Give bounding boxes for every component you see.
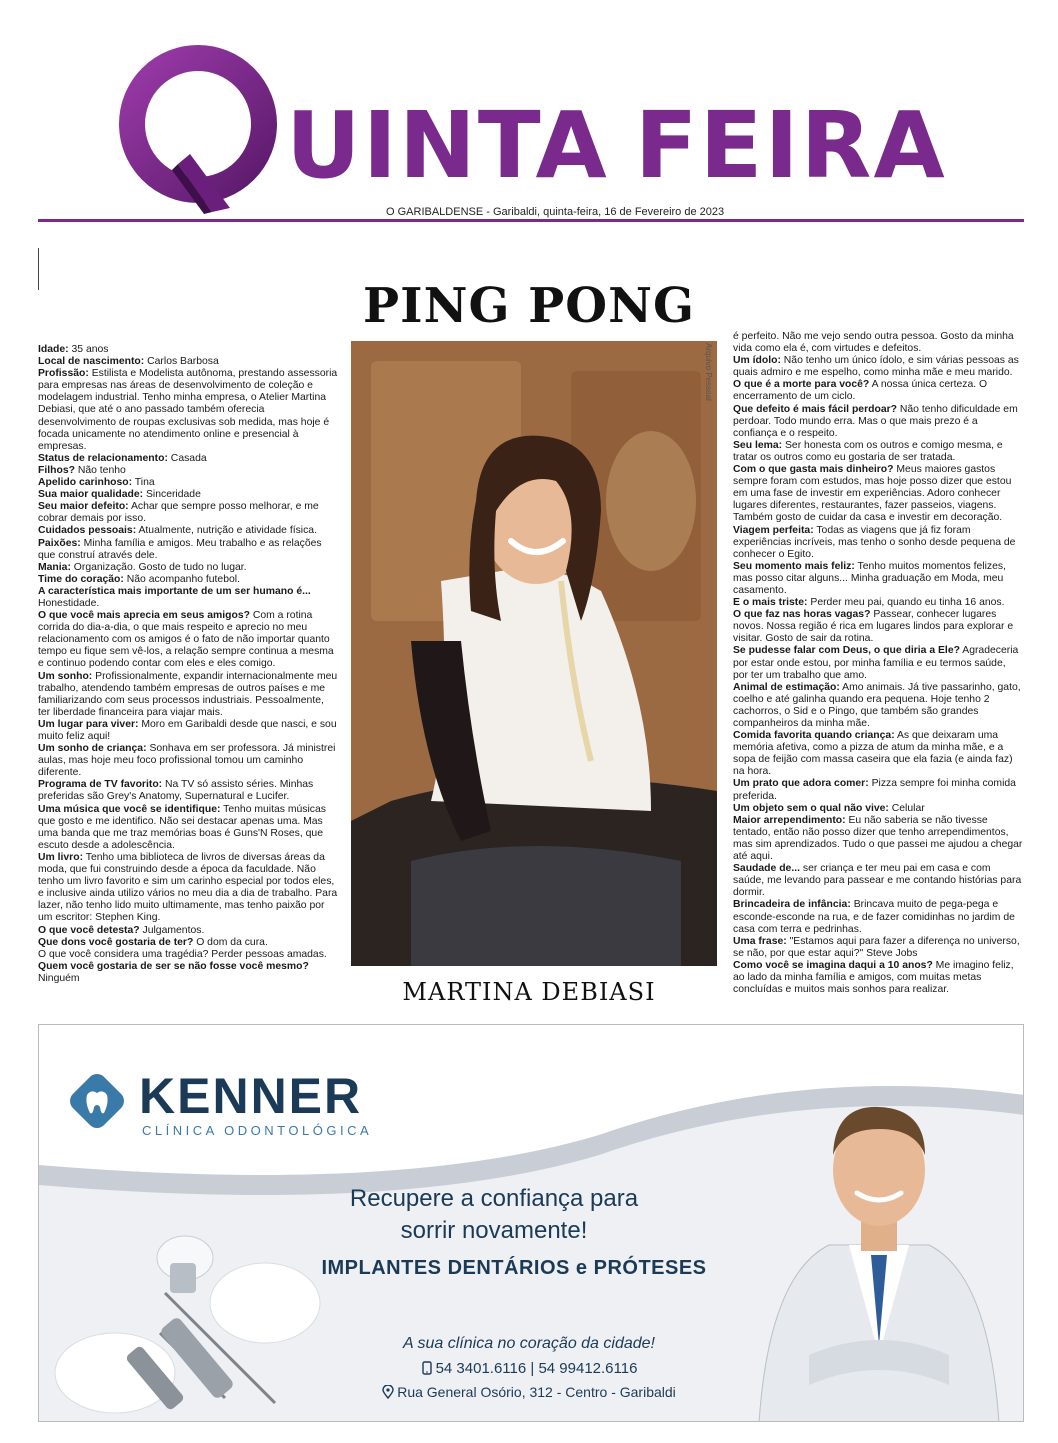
qa-label: Seu maior defeito: — [38, 501, 129, 513]
qa-text: Sonhava em ser professora. Já ministrei aulas, mas hoje meu foco profissional tomou um caminho diferente. — [38, 743, 336, 779]
ad-brand-name: KENNER — [139, 1068, 363, 1124]
tooth-logo-icon — [67, 1071, 127, 1131]
qa-label: Que defeito é mais fácil perdoar? — [733, 403, 897, 415]
qa-label: Um objeto sem o qual não vive: — [733, 802, 889, 814]
qa-entry — [38, 610, 338, 670]
qa-text: Achar que sempre posso melhorar, e me cobrar demais por isso. — [38, 501, 319, 525]
article-right-column — [733, 331, 1023, 996]
portrait-photo — [351, 341, 717, 966]
qa-entry — [733, 899, 1023, 935]
ad-headline-line1: Recupere a confiança para — [349, 1185, 639, 1212]
qa-entry — [38, 925, 338, 937]
ad-headline-line2: sorrir novamente! — [400, 1217, 588, 1244]
qa-text: Julgamentos. — [139, 924, 205, 936]
qa-text: A nossa única certeza. O encerramento de um ciclo. — [733, 379, 988, 403]
qa-label: Comida favorita quando criança: — [733, 730, 895, 742]
qa-text: Tenho muitos momentos felizes, mas posso citar alguns... Minha graduação em Moda, meu casamento. — [733, 560, 1006, 596]
qa-entry — [733, 561, 1023, 597]
masthead-title-part1: UINTA — [286, 92, 609, 199]
qa-text: 35 anos — [68, 344, 109, 355]
qa-entry — [733, 778, 1023, 802]
qa-text: Não tenho — [74, 464, 126, 476]
qa-entry — [38, 949, 338, 961]
qa-text: Meus maiores gastos sempre foram com estudos, mas hoje posso dizer que estou em uma fase de investir em experiências. Adoro conhecer lugares diferentes, restaurantes, fazer passeios, viagens. Também gosto de cuidar da casa e investir em decoração. — [733, 464, 1012, 524]
qa-label: Uma música que você se identifique: — [38, 803, 221, 815]
qa-entry — [38, 779, 338, 803]
qa-label: E o mais triste: — [733, 597, 808, 609]
qa-text: Passear, conhecer lugares novos. Nossa região é rica em lugares lindos para explorar e visitar. Gosto de sair da rotina. — [733, 609, 1014, 645]
qa-entry — [38, 538, 338, 562]
qa-text: Atualmente, nutrição e atividade física. — [136, 525, 317, 537]
qa-text: é perfeito. Não me vejo sendo outra pessoa. Gosto da minha vida como ela é, com virtudes e defeitos. — [733, 331, 1014, 355]
qa-label: O que você detesta? — [38, 924, 140, 936]
qa-text: Celular — [888, 802, 925, 814]
qa-text: "Estamos aqui para fazer a diferença no universo, se não, por que estar aqui?" Steve Jobs — [733, 935, 1020, 959]
qa-text: Ninguém — [38, 972, 80, 984]
qa-label: Status de relacionamento: — [38, 452, 168, 464]
qa-entry — [733, 331, 1023, 355]
qa-entry — [38, 344, 338, 356]
qa-label: Um sonho: — [38, 670, 93, 682]
ad-address: Rua General Osório, 312 - Centro - Garibaldi — [397, 1384, 676, 1400]
qa-label: Local de nascimento: — [38, 356, 145, 368]
qa-label: Paixões: — [38, 537, 81, 549]
qa-label: Quem você gostaria de ser se não fosse você mesmo? — [38, 960, 309, 972]
qa-text: Agradeceria por estar onde estou, por minha família e eu termos saúde, por ter um trabalho que amo. — [733, 645, 1019, 681]
masthead — [0, 0, 1058, 240]
qa-text: Carlos Barbosa — [144, 356, 219, 368]
qa-label: Seu lema: — [733, 439, 783, 451]
qa-text: Não acompanho futebol. — [123, 573, 240, 585]
qa-label: O que faz nas horas vagas? — [733, 609, 871, 621]
qa-text: O dom da cura. — [193, 936, 268, 948]
qa-entry — [733, 682, 1023, 730]
qa-entry — [38, 852, 338, 925]
ad-phone-line[interactable] — [339, 1360, 719, 1377]
qa-entry — [733, 379, 1023, 403]
masthead-title — [286, 92, 947, 199]
qa-text: Moro em Garibaldi desde que nasci, e sou muito feliz aqui! — [38, 718, 337, 742]
qa-text: Todas as viagens que já fiz foram experiências incríveis, mas tenho o sonho desde pequena de conhecer o Egito. — [733, 524, 1016, 560]
qa-label: Um lugar para viver: — [38, 718, 139, 730]
qa-label: Mania: — [38, 561, 71, 573]
ad-address-line — [339, 1384, 719, 1400]
qa-entry — [38, 501, 338, 525]
ad-phone-numbers[interactable]: 54 3401.6116 | 54 99412.6116 — [435, 1360, 638, 1377]
masthead-q-logo-icon — [112, 36, 290, 214]
qa-text: Brincava muito de pega-pega e esconde-esconde na rua, e de fazer comidinhas no jardim de casa com terra e pedrinhas. — [733, 899, 1015, 935]
portrait-illustration — [351, 341, 717, 966]
kenner-advertisement[interactable] — [38, 1024, 1024, 1422]
qa-entry — [38, 586, 338, 610]
qa-label: Um ídolo: — [733, 355, 781, 367]
qa-text: Minha família e amigos. Meu trabalho e as relações que construí através dele. — [38, 537, 322, 561]
qa-text: Tenho uma biblioteca de livros de diversas áreas da moda, que fui construindo desde a época da faculdade. Não tenho um livro favorito e sim um carinho especial por todos eles, e inclusive ainda utilizo vários no meu dia a dia de trabalho. Para lazer, não tenho lido muito ultimamente, mas tenho paixão por um escritor: Stephen King. — [38, 851, 338, 924]
qa-entry — [38, 525, 338, 537]
qa-entry — [38, 356, 338, 368]
qa-text: As que deixaram uma memória afetiva, como a pizza de atum da minha mãe, e a sopa de feijão com massa caseira que ela fazia (e ainda faz) na hora. — [733, 730, 1013, 778]
qa-label: Idade: — [38, 344, 69, 355]
qa-text: Ser honesta com os outros e comigo mesma, e tratar os outros como eu gostaria de ser tratada. — [733, 439, 1003, 463]
qa-text: ser criança e ter meu pai em casa e com saúde, me levando para passear e me contando histórias para dormir. — [733, 863, 1022, 899]
qa-label: Animal de estimação: — [733, 681, 840, 693]
qa-entry — [733, 803, 1023, 815]
qa-label: Como você se imagina daqui a 10 anos? — [733, 959, 933, 971]
qa-text: Estilista e Modelista autônoma, prestando assessoria para empresas nas áreas de desenvolvimento de coleção e modelagem industrial. Tenho minha empresa, o Atelier Martina Debiasi, que até o ano passado também oferecia desenvolvimento de roupas exclusivas sob medida, mas hoje é focada unicamente no atendimento online e presencial à empresas. — [38, 368, 338, 452]
qa-text: Tina — [132, 477, 155, 489]
qa-entry — [733, 597, 1023, 609]
qa-label: Saudade de... — [733, 863, 800, 875]
qa-text: Perder meu pai, quando eu tinha 16 anos. — [807, 597, 1005, 609]
qa-text: Com a rotina corrida do dia-a-dia, o que mais respeito e aprecio no meu relacionamento com os amigos é o fato de não importar quanto tempo eu fique sem vê-los, a relação sempre continua a mesma e continuo podendo contar com eles e eles comigo. — [38, 610, 334, 670]
qa-entry — [38, 743, 338, 779]
qa-entry — [38, 937, 338, 949]
qa-entry — [38, 574, 338, 586]
qa-text: Na TV só assisto séries. Minhas preferidas são Grey's Anatomy, Supernatural e Lucifer. — [38, 779, 314, 803]
qa-entry — [38, 368, 338, 453]
qa-entry — [733, 863, 1023, 899]
article-left-column — [38, 344, 338, 985]
qa-entry — [733, 645, 1023, 681]
qa-entry — [733, 609, 1023, 645]
qa-label: Apelido carinhoso: — [38, 477, 133, 489]
ad-tagline: A sua clínica no coração da cidade! — [402, 1335, 655, 1352]
qa-entry — [733, 730, 1023, 778]
qa-label: Maior arrependimento: — [733, 814, 846, 826]
qa-entry — [38, 804, 338, 852]
masthead-dateline: O GARIBALDENSE - Garibaldi, quinta-feira, 16 de Fevereiro de 2023 — [380, 206, 730, 218]
qa-entry — [38, 489, 338, 501]
qa-label: O que você mais aprecia em seus amigos? — [38, 610, 250, 622]
qa-entry — [733, 936, 1023, 960]
qa-entry — [38, 477, 338, 489]
ad-brand-subtitle: CLÍNICA ODONTOLÓGICA — [142, 1123, 373, 1138]
qa-label: Se pudesse falar com Deus, o que diria a Ele? — [733, 645, 960, 657]
qa-text: O que você considera uma tragédia? Perder pessoas amadas. — [38, 948, 327, 960]
qa-label: Uma frase: — [733, 935, 787, 947]
qa-label: Que dons você gostaria de ter? — [38, 936, 194, 948]
qa-text: Não tenho um único ídolo, e sim várias pessoas as quais admiro e me espelho, como minha mãe e meu marido. — [733, 355, 1019, 379]
dentist-portrait — [739, 1055, 1019, 1422]
qa-entry — [38, 453, 338, 465]
qa-label: O que é a morte para você? — [733, 379, 870, 391]
location-pin-icon — [382, 1385, 394, 1399]
qa-entry — [38, 719, 338, 743]
qa-label: Cuidados pessoais: — [38, 525, 137, 537]
qa-label: A característica mais importante de um ser humano é... — [38, 585, 311, 597]
qa-label: Time do coração: — [38, 573, 124, 585]
ad-subheadline: IMPLANTES DENTÁRIOS e PRÓTESES — [321, 1257, 707, 1279]
qa-label: Brincadeira de infância: — [733, 899, 851, 911]
qa-text: Amo animais. Já tive passarinho, gato, coelho e até galinha quando era pequena. Hoje tenho 2 cachorros, o Sid e o Pingo, que também são grandes companheiros da minha mãe. — [733, 681, 1021, 729]
masthead-rule — [38, 219, 1024, 222]
qa-entry — [733, 464, 1023, 524]
article-title: PING PONG — [363, 278, 695, 334]
qa-entry — [733, 525, 1023, 561]
qa-text: Tenho muitas músicas que gosto e me identifico. Não sei destacar apenas uma. Mas uma banda que me traz memórias boas é Guns'N Roses, que escuto desde a adolescência. — [38, 803, 326, 851]
dental-implant-illustration — [45, 1223, 345, 1422]
qa-text: Honestidade. — [38, 597, 100, 609]
qa-label: Um sonho de criança: — [38, 743, 147, 755]
qa-text: Não tenho dificuldade em perdoar. Todo mundo erra. Mas o que mais prezo é a confiança e o respeito. — [733, 403, 1018, 439]
qa-text: Sinceridade — [143, 489, 201, 501]
qa-text: Me imagino feliz, ao lado da minha família e amigos, com muitas metas concluídas e muitos mais sonhos para realizar. — [733, 959, 1014, 996]
phone-icon — [421, 1361, 433, 1375]
qa-label: Um prato que adora comer: — [733, 778, 869, 790]
qa-label: Profissão: — [38, 368, 89, 380]
qa-label: Um livro: — [38, 851, 84, 863]
qa-entry — [733, 815, 1023, 863]
qa-text: Casada — [167, 452, 207, 464]
qa-label: Sua maior qualidade: — [38, 489, 144, 501]
qa-entry — [38, 465, 338, 477]
qa-entry — [733, 440, 1023, 464]
qa-label: Viagem perfeita: — [733, 524, 814, 536]
masthead-title-part2: FEIRA — [634, 92, 947, 199]
qa-entry — [38, 671, 338, 719]
qa-text: Organização. Gosto de tudo no lugar. — [70, 561, 247, 573]
qa-text: Profissionalmente, expandir internacionalmente meu trabalho, atendendo também empresas de outros países e me familiarizando com seus processos industriais. Pessoalmente, ter liberdade financeira para viajar mais. — [38, 670, 338, 718]
qa-label: Seu momento mais feliz: — [733, 560, 855, 572]
qa-label: Filhos? — [38, 464, 75, 476]
interviewee-name: MARTINA DEBIASI — [402, 978, 656, 1006]
qa-entry — [733, 404, 1023, 440]
qa-label: Programa de TV favorito: — [38, 779, 163, 791]
qa-text: Pizza sempre foi minha comida preferida. — [733, 778, 1016, 802]
qa-text: Eu não saberia se não tivesse tentado, então não posso dizer que tenho arrependimentos, mas sim aprendizados. Tudo o que passei me ajudou a chegar até aqui. — [733, 814, 1023, 863]
qa-label: Com o que gasta mais dinheiro? — [733, 464, 894, 476]
photo-credit: Arquivo Pessoal — [704, 343, 713, 401]
qa-entry — [38, 562, 338, 574]
qa-entry — [733, 355, 1023, 379]
